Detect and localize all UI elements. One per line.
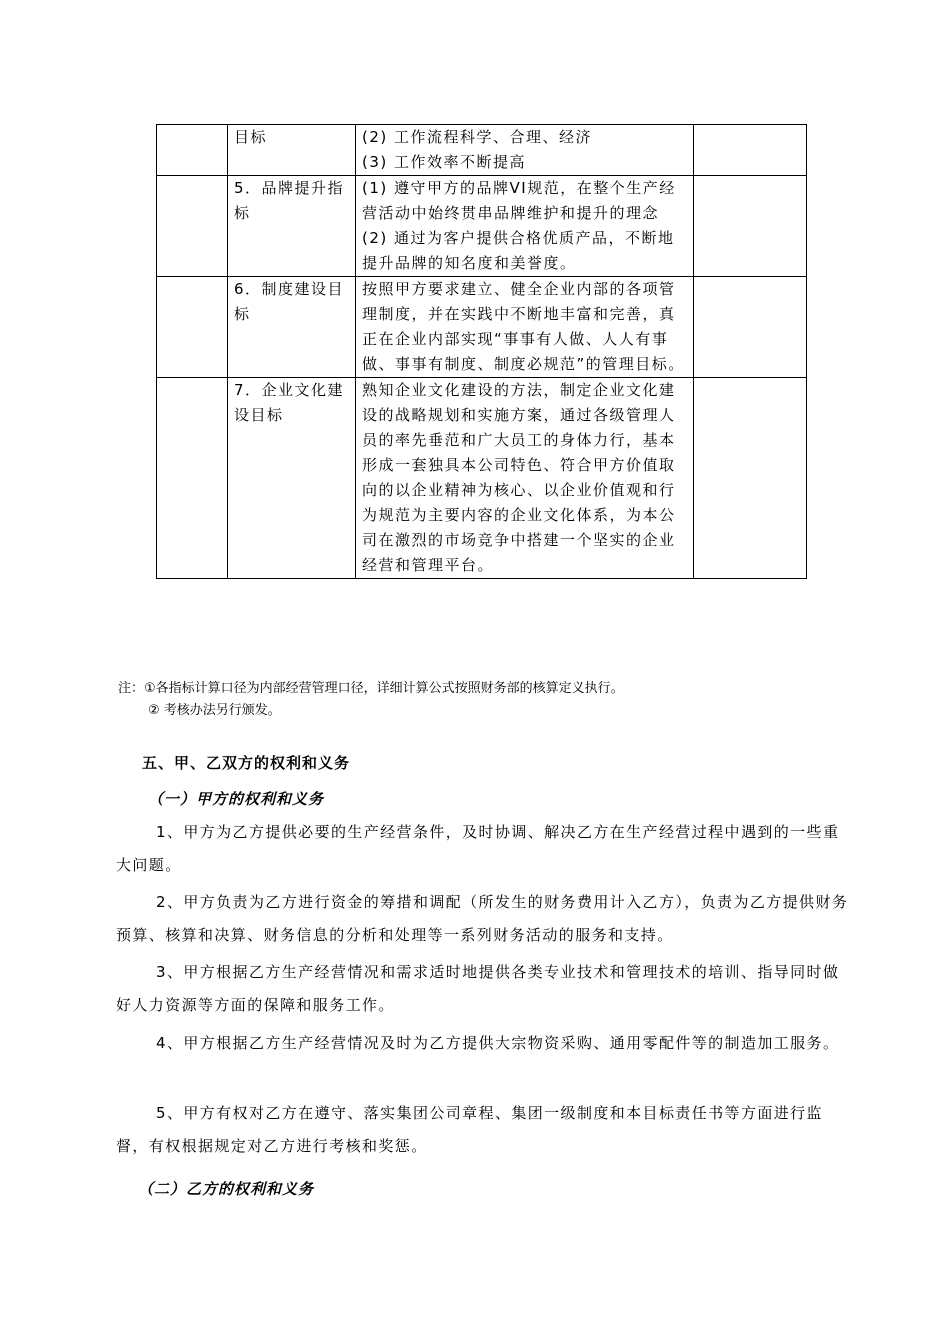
table-row <box>157 176 807 277</box>
note-line: ② 考核办法另行颁发。 <box>148 703 281 718</box>
paragraph: 1、甲方为乙方提供必要的生产经营条件，及时协调、解决乙方在生产经营过程中遇到的一些重大问题。 <box>116 823 840 874</box>
note-line: 注：①各指标计算口径为内部经营管理口径，详细计算公式按照财务部的核算定义执行。 <box>118 681 624 696</box>
subsection-heading: （二）乙方的权利和义务 <box>138 1180 315 1198</box>
target-detail: (1) 遵守甲方的品牌VI规范，在整个生产经营活动中始终贯串品牌维护和提升的理念 (2) 通过为客户提供合格优质产品，不断地提升品牌的知名度和美誉度。 <box>356 176 694 277</box>
paragraph: 2、甲方负责为乙方进行资金的筹措和调配（所发生的财务费用计入乙方），负责为乙方提供财务预算、核算和决算、财务信息的分析和处理等一系列财务活动的服务和支持。 <box>116 893 849 944</box>
target-label: 目标 <box>228 125 356 176</box>
target-detail: (2) 工作流程科学、合理、经济 (3) 工作效率不断提高 <box>356 125 694 176</box>
paragraph: 3、甲方根据乙方生产经营情况和需求适时地提供各类专业技术和管理技术的培训、指导同时做好人力资源等方面的保障和服务工作。 <box>116 963 840 1014</box>
table-row <box>157 125 807 176</box>
table-row <box>157 277 807 378</box>
target-label: 7．企业文化建设目标 <box>228 378 356 579</box>
targets-table <box>156 124 807 579</box>
section-heading: 五、甲、乙双方的权利和义务 <box>142 754 351 772</box>
paragraph: 4、甲方根据乙方生产经营情况及时为乙方提供大宗物资采购、通用零配件等的制造加工服务。 <box>156 1034 840 1052</box>
target-detail: 按照甲方要求建立、健全企业内部的各项管理制度，并在实践中不断地丰富和完善，真正在企业内部实现“事事有人做、人人有事做、事事有制度、制度必规范”的管理目标。 <box>356 277 694 378</box>
table-notes <box>118 678 624 722</box>
target-label: 6．制度建设目标 <box>228 277 356 378</box>
paragraph: 5、甲方有权对乙方在遵守、落实集团公司章程、集团一级制度和本目标责任书等方面进行监督，有权根据规定对乙方进行考核和奖惩。 <box>116 1104 823 1155</box>
table-row <box>157 378 807 579</box>
target-detail: 熟知企业文化建设的方法，制定企业文化建设的战略规划和实施方案，通过各级管理人员的率先垂范和广大员工的身体力行，基本形成一套独具本公司特色、符合甲方价值取向的以企业精神为核心、以企业价值观和行为规范为主要内容的企业文化体系，为本公司在激烈的市场竞争中搭建一个坚实的企业经营和管理平台。 <box>356 378 694 579</box>
subsection-heading: （一）甲方的权利和义务 <box>148 790 325 808</box>
target-label: 5．品牌提升指标 <box>228 176 356 277</box>
